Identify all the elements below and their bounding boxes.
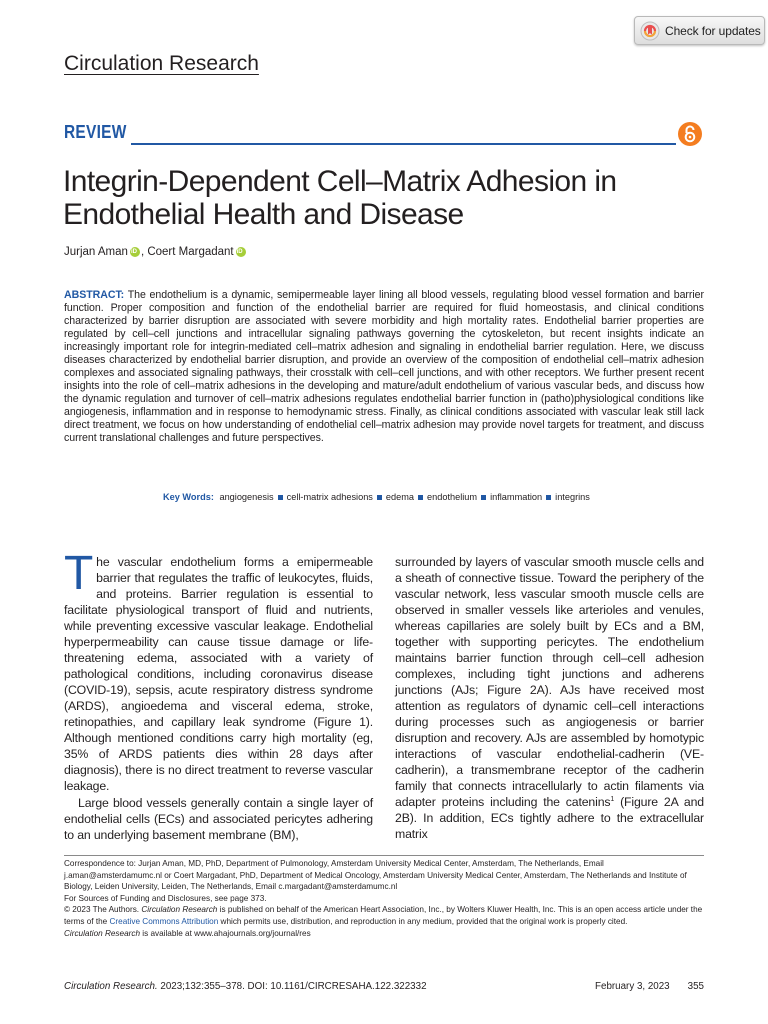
- keywords-label: Key Words:: [163, 492, 214, 502]
- keyword-separator: [278, 495, 283, 500]
- publication-date: February 3, 2023: [595, 981, 670, 992]
- article-title-line-1: Integrin-Dependent Cell–Matrix Adhesion in: [63, 165, 617, 198]
- body-text: surrounded by layers of vascular smooth muscle cells and a sheath of connective tissue. Toward the periphery of the vascular network, less vascular smooth muscle cells are observed in smaller vessels like arterioles and venules, whereas capillaries are solely built by ECs and a BM, together with supporting pericytes. The endothelium maintains barrier function through cell–cell adhesion complexes, including tight junctions and adherens junctions (AJs; Figure 2A). AJs have received most attention as regulators of dynamic cell–cell interactions during processes such as angiogenesis or barrier disruption and recovery. AJs are assembled by homotypic interactions of vascular endothelial-cadherin (VE-cadherin), a transmembrane receptor of the cadherin family that connects intracellularly to actin filaments via adapter proteins including the catenins: [395, 555, 704, 809]
- keywords: [163, 492, 590, 502]
- citation-reference[interactable]: 1: [610, 795, 615, 803]
- drop-cap: T: [64, 547, 94, 600]
- article-title-line-2: Endothelial Health and Disease: [63, 198, 464, 231]
- footnotes: [64, 858, 704, 939]
- section-label: REVIEW: [64, 122, 127, 142]
- body-column-right: [395, 554, 704, 842]
- author-list: [64, 246, 247, 258]
- check-updates-icon: [640, 21, 660, 41]
- keyword-separator: [481, 495, 486, 500]
- footnote-divider: [64, 855, 704, 856]
- copyright-note: [64, 904, 704, 927]
- keyword[interactable]: cell-matrix adhesions: [286, 492, 373, 502]
- body-column-left: [64, 547, 373, 843]
- copyright-text: which permits use, distribution, and reproduction in any medium, provided that the original work is properly cited.: [218, 916, 628, 926]
- keyword[interactable]: endothelium: [427, 492, 478, 502]
- abstract-label: ABSTRACT:: [64, 289, 125, 301]
- body-paragraph: [395, 554, 704, 842]
- availability-note: [64, 928, 704, 940]
- open-access-icon: [678, 122, 702, 146]
- keyword[interactable]: inflammation: [490, 492, 543, 502]
- check-updates-label: Check for updates: [665, 23, 761, 38]
- copyright-journal: Circulation Research: [141, 905, 218, 915]
- section-divider: [131, 143, 676, 145]
- author-separator: ,: [140, 246, 148, 258]
- creative-commons-link[interactable]: Creative Commons Attribution: [109, 916, 219, 926]
- body-paragraph: Large blood vessels generally contain a single layer of endothelial cells (ECs) and associated pericytes adhering to an underlying basement membrane (BM),: [64, 796, 373, 842]
- date-page-footer: [595, 981, 704, 992]
- page-number: 355: [687, 981, 704, 992]
- footer-journal: Circulation Research.: [64, 981, 158, 992]
- orcid-icon[interactable]: [130, 247, 140, 257]
- availability-journal: Circulation Research: [64, 928, 140, 938]
- abstract-text: The endothelium is a dynamic, semipermeable layer lining all blood vessels, regulating blood vessel formation and barrier function. Proper composition and function of the endothelial barrier are required for fluid homeostasis, and clinical conditions characterized by barrier disruption are associated with severe morbidity and high mortality rates. Endothelial barrier properties are regulated by cell–cell junctions and intracellular signaling pathways governing the cytoskeleton, but recent insights indicate an increasingly important role for integrin-mediated cell–matrix adhesion and signaling in endothelial barrier regulation. Here, we discuss diseases characterized by endothelial barrier disruption, and provide an overview of the composition of endothelial cell–matrix adhesion complexes and associated signaling pathways, their crosstalk with cell–cell junctions, and with other receptors. We further present recent insights into the role of cell–matrix adhesions in the developing and mature/adult endothelium of various vascular beds, and discuss how the dynamic regulation and turnover of cell–matrix adhesions regulates endothelial barrier function in (patho)physiological conditions like angiogenesis, inflammation and in response to hemodynamic stress. Finally, as clinical conditions associated with vascular leak still lack direct treatment, we focus on how understanding of endothelial cell–matrix adhesion may provide novel targets for treatment, and discuss current translational challenges and future perspectives.: [64, 289, 704, 444]
- keyword-separator: [546, 495, 551, 500]
- body-text: (Figure 2A and 2B). In addition, ECs tightly adhere to the extracellular matrix: [395, 795, 704, 841]
- author-name[interactable]: Coert Margadant: [147, 246, 234, 258]
- keyword[interactable]: edema: [385, 492, 414, 502]
- article-title: [63, 165, 723, 231]
- body-paragraph: [64, 547, 373, 794]
- abstract: [64, 289, 704, 445]
- keyword-separator: [377, 495, 382, 500]
- footer-citation: 2023;132:355–378. DOI: 10.1161/CIRCRESAHA.122.322332: [157, 981, 427, 992]
- keyword-separator: [418, 495, 423, 500]
- author-name[interactable]: Jurjan Aman: [64, 246, 128, 258]
- citation-footer: [64, 981, 427, 992]
- correspondence-note: Correspondence to: Jurjan Aman, MD, PhD, Department of Pulmonology, Amsterdam University Medical Center, Amsterdam, The Netherlands, Email j.aman@amsterdamumc.nl or Coert Margadant, PhD, Department of Medical Oncology, Amsterdam University Medical Center, Amsterdam, The Netherlands and Institute of Biology, Leiden University, Leiden, The Netherlands, Email c.margadant@amsterdamumc.nl: [64, 859, 687, 892]
- journal-title[interactable]: Circulation Research: [64, 52, 259, 75]
- body-text: he vascular endothelium forms a emipermeable barrier that regulates the traffic of leukocytes, fluids, and proteins. Barrier regulation is essential to facilitate physiological transport of fluid and nutrients, while preventing excessive vascular leakage. Endothelial hyperpermeability can cause tissue damage or life-threatening edema, associated with a variety of pathological conditions, including coronavirus disease (COVID-19), sepsis, acute respiratory distress syndrome (ARDS), angioedema and visceral edema, stroke, retinopathies, and capillary leak syndrome (Figure 1). Although mentioned conditions carry high mortality (eg, 35% of ARDS patients dies within 28 days after diagnosis), there is no direct treatment to reverse vascular leakage.: [64, 555, 373, 793]
- keyword[interactable]: integrins: [555, 492, 590, 502]
- copyright-text: © 2023 The Authors.: [64, 905, 142, 915]
- funding-note: For Sources of Funding and Disclosures, see page 373.: [64, 893, 267, 903]
- orcid-icon[interactable]: [236, 247, 246, 257]
- check-for-updates-button[interactable]: [634, 16, 765, 45]
- keyword[interactable]: angiogenesis: [219, 492, 274, 502]
- availability-text: is available at www.ahajournals.org/journal/res: [140, 928, 311, 938]
- copyright-text: is published on behalf of the American Heart Association, Inc., by Wolters Kluwer Health, Inc. This is an open access article under the terms of the: [64, 905, 703, 926]
